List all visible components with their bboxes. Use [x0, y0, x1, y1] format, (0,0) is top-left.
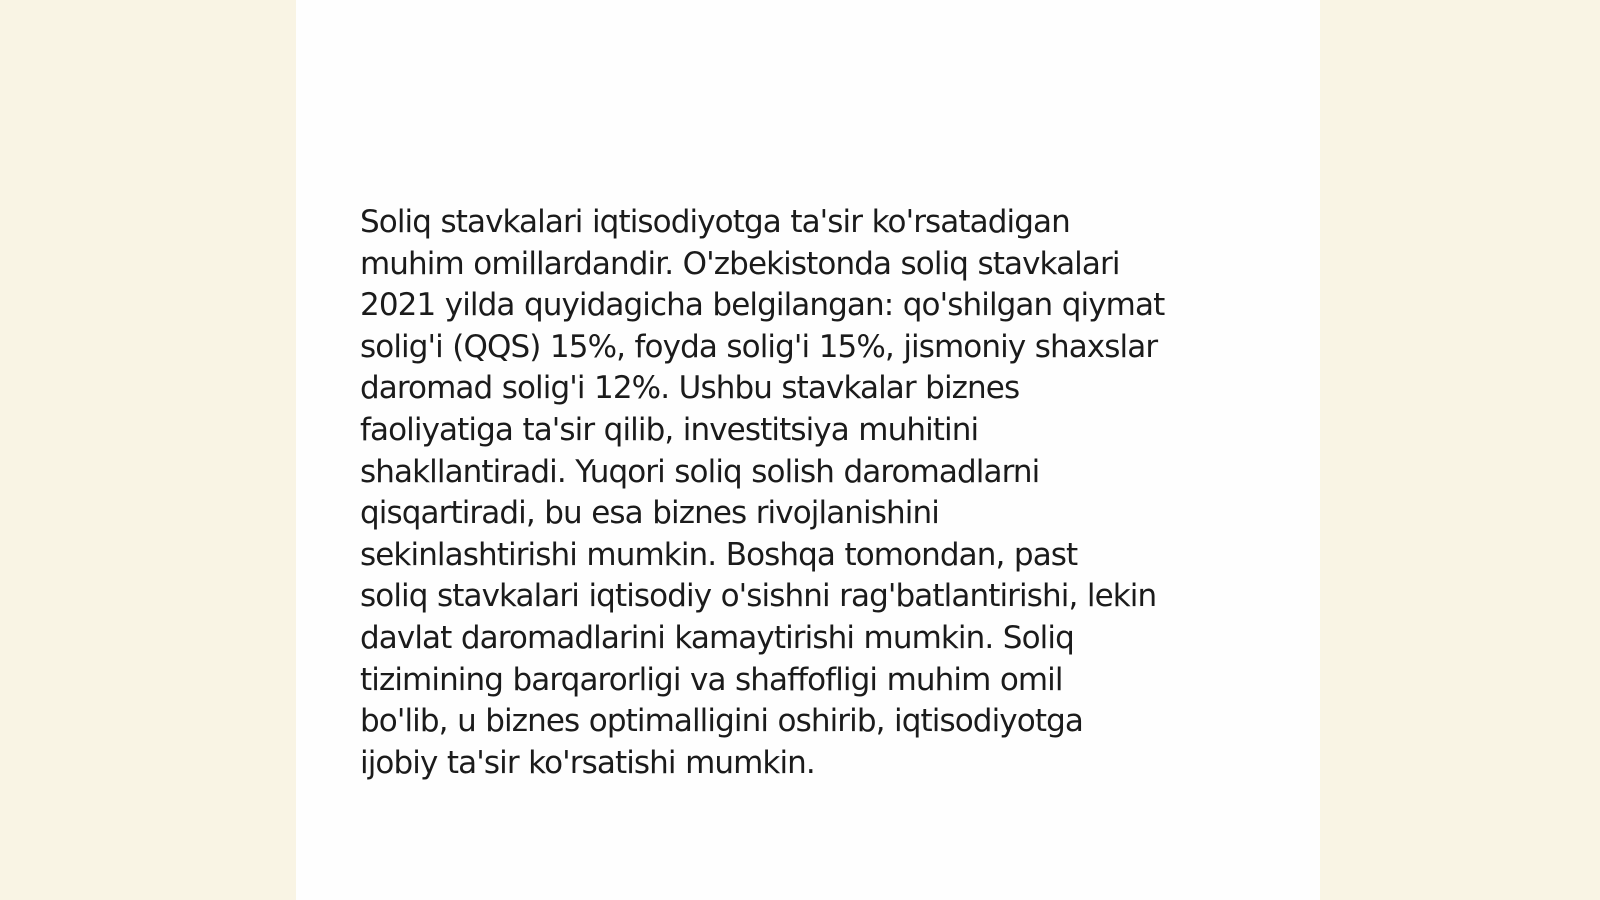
paragraph-line: shakllantiradi. Yuqori soliq solish daromadlarni — [360, 453, 1040, 490]
document-page — [296, 0, 1320, 900]
paragraph-line: solig'i (QQS) 15%, foyda solig'i 15%, jismoniy shaxslar — [360, 328, 1158, 365]
paragraph-line: soliq stavkalari iqtisodiy o'sishni rag'batlantirishi, lekin — [360, 578, 1157, 615]
paragraph-line: sekinlashtirishi mumkin. Boshqa tomondan, past — [360, 536, 1078, 573]
paragraph-line: tizimining barqarorligi va shaffofligi muhim omil — [360, 661, 1063, 698]
body-paragraph — [360, 202, 1260, 784]
paragraph-line: muhim omillardandir. O'zbekistonda soliq stavkalari — [360, 245, 1120, 282]
paragraph-line: bo'lib, u biznes optimalligini oshirib, iqtisodiyotga — [360, 703, 1083, 740]
paragraph-line: ijobiy ta'sir ko'rsatishi mumkin. — [360, 744, 815, 781]
paragraph-line: davlat daromadlarini kamaytirishi mumkin. Soliq — [360, 619, 1074, 656]
paragraph-line: daromad solig'i 12%. Ushbu stavkalar biznes — [360, 370, 1020, 407]
left-margin-background — [0, 0, 296, 900]
paragraph-line: Soliq stavkalari iqtisodiyotga ta'sir ko'rsatadigan — [360, 204, 1070, 240]
paragraph-line: faoliyatiga ta'sir qilib, investitsiya muhitini — [360, 411, 979, 448]
paragraph-line: 2021 yilda quyidagicha belgilangan: qo'shilgan qiymat — [360, 287, 1165, 324]
paragraph-line: qisqartiradi, bu esa biznes rivojlanishini — [360, 495, 939, 532]
right-margin-background — [1320, 0, 1600, 900]
